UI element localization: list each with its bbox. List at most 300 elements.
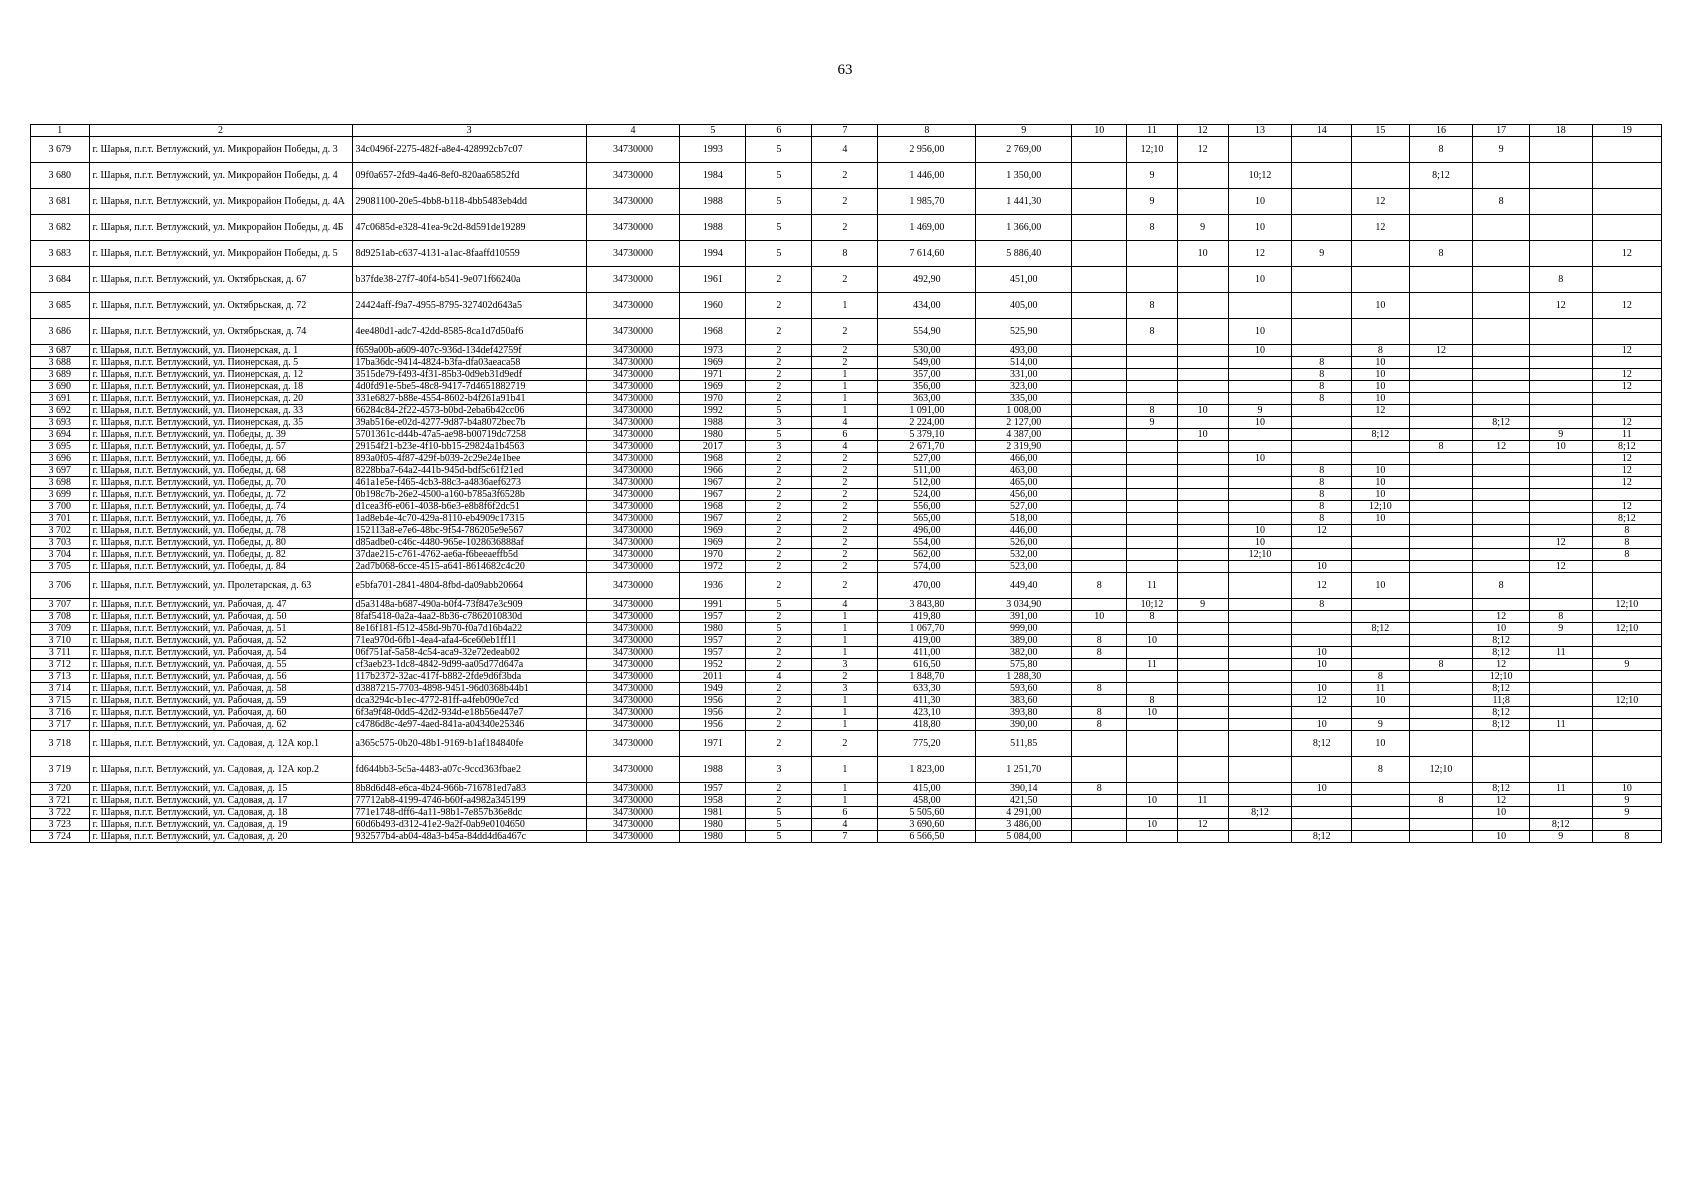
table-cell-col-11: 10;12: [1127, 599, 1177, 611]
table-cell-col-15: 10: [1352, 381, 1409, 393]
table-cell-col-4: 34730000: [586, 477, 680, 489]
table-cell-col-19: 12: [1592, 369, 1661, 381]
table-cell-col-16: [1409, 695, 1473, 707]
table-cell-col-10: [1072, 549, 1127, 561]
table-cell-col-6: 2: [746, 357, 812, 369]
table-cell-col-8: 1 848,70: [878, 671, 976, 683]
table-cell-col-16: 8: [1409, 241, 1473, 267]
table-cell-col-6: 2: [746, 501, 812, 513]
table-cell-col-13: [1228, 671, 1292, 683]
page-number: 63: [837, 62, 853, 78]
column-header-16: 16: [1409, 125, 1473, 137]
table-cell-col-12: [1177, 319, 1228, 345]
table-cell-col-19: 9: [1592, 807, 1661, 819]
table-cell-col-7: 2: [812, 501, 878, 513]
table-cell-col-17: [1473, 513, 1529, 525]
table-cell-col-19: 12: [1592, 241, 1661, 267]
table-row: [31, 683, 1662, 695]
table-cell-col-10: [1072, 561, 1127, 573]
table-cell-col-15: [1352, 795, 1409, 807]
table-cell-col-14: [1292, 671, 1352, 683]
table-cell-col-14: 8: [1292, 489, 1352, 501]
table-cell-col-11: 8: [1127, 293, 1177, 319]
table-cell-col-5: 1980: [680, 623, 746, 635]
table-cell-col-18: [1529, 513, 1592, 525]
table-cell-col-12: [1177, 501, 1228, 513]
table-cell-col-12: [1177, 683, 1228, 695]
table-cell-col-3: e5bfa701-2841-4804-8fbd-da09abb20664: [352, 573, 586, 599]
table-cell-col-16: [1409, 405, 1473, 417]
table-cell-col-7: 1: [812, 393, 878, 405]
table-cell-col-1: 3 679: [31, 137, 90, 163]
table-cell-col-11: 8: [1127, 611, 1177, 623]
table-cell-col-12: [1177, 671, 1228, 683]
table-cell-col-15: [1352, 635, 1409, 647]
table-cell-col-9: 999,00: [976, 623, 1072, 635]
table-cell-col-2: г. Шарья, п.г.т. Ветлужский, ул. Победы, д. 80: [89, 537, 352, 549]
table-cell-col-7: 2: [812, 537, 878, 549]
table-row: [31, 807, 1662, 819]
table-cell-col-11: [1127, 465, 1177, 477]
table-cell-col-1: 3 682: [31, 215, 90, 241]
table-cell-col-17: [1473, 267, 1529, 293]
table-cell-col-8: 418,80: [878, 719, 976, 731]
table-cell-col-16: [1409, 453, 1473, 465]
table-cell-col-19: [1592, 573, 1661, 599]
table-cell-col-16: 12;10: [1409, 757, 1473, 783]
table-cell-col-13: 10: [1228, 525, 1292, 537]
table-cell-col-15: [1352, 647, 1409, 659]
table-cell-col-11: 8: [1127, 405, 1177, 417]
table-cell-col-5: 1967: [680, 513, 746, 525]
table-cell-col-17: 12: [1473, 611, 1529, 623]
table-cell-col-15: [1352, 525, 1409, 537]
table-cell-col-14: [1292, 707, 1352, 719]
table-cell-col-1: 3 692: [31, 405, 90, 417]
table-cell-col-8: 775,20: [878, 731, 976, 757]
table-row: [31, 513, 1662, 525]
table-cell-col-7: 4: [812, 441, 878, 453]
table-cell-col-5: 1952: [680, 659, 746, 671]
table-cell-col-5: 1969: [680, 381, 746, 393]
table-cell-col-3: 09f0a657-2fd9-4a46-8ef0-820aa65852fd: [352, 163, 586, 189]
table-cell-col-1: 3 695: [31, 441, 90, 453]
table-cell-col-3: 8b8d6d48-e6ca-4b24-966b-716781ed7a83: [352, 783, 586, 795]
table-cell-col-10: [1072, 293, 1127, 319]
table-cell-col-16: [1409, 707, 1473, 719]
table-row: [31, 241, 1662, 267]
table-cell-col-8: 1 469,00: [878, 215, 976, 241]
table-cell-col-12: [1177, 831, 1228, 843]
table-cell-col-3: 29154f21-b23e-4f10-bb15-29824a1b4563: [352, 441, 586, 453]
table-cell-col-16: [1409, 215, 1473, 241]
table-row: [31, 719, 1662, 731]
table-cell-col-9: 456,00: [976, 489, 1072, 501]
table-cell-col-2: г. Шарья, п.г.т. Ветлужский, ул. Пионерская, д. 5: [89, 357, 352, 369]
table-cell-col-16: 8;12: [1409, 163, 1473, 189]
table-cell-col-11: [1127, 369, 1177, 381]
table-cell-col-1: 3 686: [31, 319, 90, 345]
table-cell-col-19: 12: [1592, 501, 1661, 513]
table-cell-col-6: 5: [746, 831, 812, 843]
table-cell-col-7: 1: [812, 757, 878, 783]
column-header-9: 9: [976, 125, 1072, 137]
table-cell-col-8: 524,00: [878, 489, 976, 501]
table-cell-col-11: [1127, 241, 1177, 267]
table-cell-col-3: 4d0fd91e-5be5-48c8-9417-7d4651882719: [352, 381, 586, 393]
table-cell-col-14: 10: [1292, 683, 1352, 695]
table-cell-col-18: 12: [1529, 561, 1592, 573]
table-cell-col-13: [1228, 831, 1292, 843]
table-cell-col-16: [1409, 465, 1473, 477]
table-row: [31, 525, 1662, 537]
table-cell-col-18: [1529, 501, 1592, 513]
table-cell-col-16: 12: [1409, 345, 1473, 357]
table-cell-col-18: [1529, 405, 1592, 417]
table-cell-col-10: [1072, 489, 1127, 501]
table-cell-col-18: 11: [1529, 647, 1592, 659]
table-cell-col-18: [1529, 319, 1592, 345]
table-cell-col-4: 34730000: [586, 267, 680, 293]
table-cell-col-5: 1972: [680, 561, 746, 573]
table-cell-col-3: 60d6b493-d312-41e2-9a2f-0ab9e0104650: [352, 819, 586, 831]
table-cell-col-5: 2011: [680, 671, 746, 683]
table-cell-col-17: 10: [1473, 623, 1529, 635]
table-cell-col-12: [1177, 417, 1228, 429]
table-cell-col-2: г. Шарья, п.г.т. Ветлужский, ул. Рабочая, д. 51: [89, 623, 352, 635]
table-cell-col-8: 527,00: [878, 453, 976, 465]
table-cell-col-8: 574,00: [878, 561, 976, 573]
table-cell-col-5: 1957: [680, 635, 746, 647]
table-cell-col-7: 2: [812, 477, 878, 489]
table-cell-col-13: [1228, 623, 1292, 635]
table-row: [31, 783, 1662, 795]
table-cell-col-13: [1228, 429, 1292, 441]
table-cell-col-19: [1592, 707, 1661, 719]
table-cell-col-1: 3 688: [31, 357, 90, 369]
table-cell-col-4: 34730000: [586, 405, 680, 417]
table-cell-col-16: [1409, 611, 1473, 623]
table-cell-col-12: [1177, 489, 1228, 501]
table-cell-col-2: г. Шарья, п.г.т. Ветлужский, ул. Пионерская, д. 1: [89, 345, 352, 357]
table-cell-col-5: 1968: [680, 501, 746, 513]
table-cell-col-15: 8: [1352, 671, 1409, 683]
table-cell-col-8: 419,00: [878, 635, 976, 647]
table-cell-col-10: [1072, 623, 1127, 635]
table-cell-col-5: 1980: [680, 831, 746, 843]
table-cell-col-18: [1529, 215, 1592, 241]
table-cell-col-18: [1529, 189, 1592, 215]
table-cell-col-8: 1 823,00: [878, 757, 976, 783]
table-cell-col-15: [1352, 561, 1409, 573]
table-cell-col-4: 34730000: [586, 561, 680, 573]
table-cell-col-4: 34730000: [586, 623, 680, 635]
table-cell-col-8: 511,00: [878, 465, 976, 477]
table-cell-col-12: [1177, 757, 1228, 783]
table-cell-col-6: 2: [746, 549, 812, 561]
table-cell-col-18: [1529, 695, 1592, 707]
table-cell-col-17: [1473, 599, 1529, 611]
table-cell-col-6: 5: [746, 163, 812, 189]
registry-table: [30, 124, 1662, 843]
table-row: [31, 611, 1662, 623]
table-cell-col-18: [1529, 465, 1592, 477]
table-cell-col-18: 10: [1529, 441, 1592, 453]
table-cell-col-7: 2: [812, 731, 878, 757]
table-cell-col-12: 12: [1177, 137, 1228, 163]
table-cell-col-12: [1177, 477, 1228, 489]
table-row: [31, 319, 1662, 345]
table-cell-col-15: 10: [1352, 477, 1409, 489]
table-cell-col-11: 8: [1127, 319, 1177, 345]
table-cell-col-14: [1292, 267, 1352, 293]
table-cell-col-18: [1529, 489, 1592, 501]
table-cell-col-14: 8: [1292, 501, 1352, 513]
table-cell-col-16: [1409, 549, 1473, 561]
table-cell-col-6: 2: [746, 707, 812, 719]
table-cell-col-10: [1072, 319, 1127, 345]
table-cell-col-3: d3887215-7703-4898-9451-96d0368b44b1: [352, 683, 586, 695]
table-cell-col-14: [1292, 189, 1352, 215]
table-cell-col-10: [1072, 537, 1127, 549]
table-cell-col-14: [1292, 293, 1352, 319]
table-cell-col-6: 3: [746, 417, 812, 429]
table-cell-col-7: 2: [812, 357, 878, 369]
table-cell-col-18: [1529, 707, 1592, 719]
table-cell-col-9: 4 291,00: [976, 807, 1072, 819]
table-cell-col-3: fd644bb3-5c5a-4483-a07c-9ccd363fbae2: [352, 757, 586, 783]
table-cell-col-9: 405,00: [976, 293, 1072, 319]
table-cell-col-3: 17ba36dc-9414-4824-b3fa-dfa03aeaca58: [352, 357, 586, 369]
table-cell-col-13: [1228, 137, 1292, 163]
table-cell-col-19: 12: [1592, 477, 1661, 489]
table-cell-col-6: 5: [746, 429, 812, 441]
table-cell-col-19: 8;12: [1592, 513, 1661, 525]
table-row: [31, 293, 1662, 319]
table-cell-col-17: [1473, 215, 1529, 241]
table-cell-col-12: [1177, 573, 1228, 599]
table-cell-col-5: 1957: [680, 783, 746, 795]
table-cell-col-9: 465,00: [976, 477, 1072, 489]
table-cell-col-10: 8: [1072, 647, 1127, 659]
table-cell-col-5: 1980: [680, 429, 746, 441]
table-cell-col-7: 6: [812, 429, 878, 441]
table-cell-col-2: г. Шарья, п.г.т. Ветлужский, ул. Победы, д. 84: [89, 561, 352, 573]
table-cell-col-1: 3 724: [31, 831, 90, 843]
table-cell-col-8: 616,50: [878, 659, 976, 671]
table-cell-col-17: [1473, 393, 1529, 405]
table-cell-col-8: 549,00: [878, 357, 976, 369]
table-cell-col-18: [1529, 525, 1592, 537]
table-cell-col-1: 3 704: [31, 549, 90, 561]
table-cell-col-3: f659a00b-a609-407c-936d-134def42759f: [352, 345, 586, 357]
table-cell-col-6: 2: [746, 293, 812, 319]
table-cell-col-9: 1 441,30: [976, 189, 1072, 215]
table-cell-col-5: 1967: [680, 477, 746, 489]
table-cell-col-2: г. Шарья, п.г.т. Ветлужский, ул. Победы, д. 76: [89, 513, 352, 525]
table-cell-col-9: 523,00: [976, 561, 1072, 573]
table-cell-col-9: 593,60: [976, 683, 1072, 695]
table-row: [31, 659, 1662, 671]
table-row: [31, 453, 1662, 465]
table-cell-col-5: 1966: [680, 465, 746, 477]
table-row: [31, 417, 1662, 429]
table-cell-col-18: [1529, 357, 1592, 369]
table-cell-col-7: 1: [812, 635, 878, 647]
column-header-7: 7: [812, 125, 878, 137]
table-cell-col-7: 3: [812, 683, 878, 695]
table-row: [31, 137, 1662, 163]
table-cell-col-6: 2: [746, 695, 812, 707]
table-cell-col-13: [1228, 477, 1292, 489]
column-header-5: 5: [680, 125, 746, 137]
table-cell-col-14: 8: [1292, 393, 1352, 405]
table-cell-col-6: 5: [746, 819, 812, 831]
table-cell-col-11: 8: [1127, 215, 1177, 241]
table-cell-col-2: г. Шарья, п.г.т. Ветлужский, ул. Победы, д. 39: [89, 429, 352, 441]
table-cell-col-12: [1177, 293, 1228, 319]
table-cell-col-5: 1969: [680, 357, 746, 369]
table-body: [31, 137, 1662, 843]
table-cell-col-19: 12;10: [1592, 623, 1661, 635]
table-cell-col-15: [1352, 659, 1409, 671]
column-header-15: 15: [1352, 125, 1409, 137]
table-cell-col-4: 34730000: [586, 319, 680, 345]
table-cell-col-17: 12: [1473, 795, 1529, 807]
table-cell-col-16: [1409, 647, 1473, 659]
table-cell-col-2: г. Шарья, п.г.т. Ветлужский, ул. Пионерская, д. 33: [89, 405, 352, 417]
table-cell-col-2: г. Шарья, п.г.т. Ветлужский, ул. Садовая, д. 12А кор.1: [89, 731, 352, 757]
table-cell-col-11: 9: [1127, 163, 1177, 189]
table-cell-col-6: 2: [746, 683, 812, 695]
table-cell-col-9: 3 486,00: [976, 819, 1072, 831]
table-cell-col-16: [1409, 561, 1473, 573]
table-cell-col-10: [1072, 405, 1127, 417]
table-cell-col-8: 470,00: [878, 573, 976, 599]
table-cell-col-16: [1409, 731, 1473, 757]
table-cell-col-4: 34730000: [586, 795, 680, 807]
table-cell-col-17: 11;8: [1473, 695, 1529, 707]
table-cell-col-3: c4786d8c-4e97-4aed-841a-a04340e25346: [352, 719, 586, 731]
table-cell-col-6: 2: [746, 537, 812, 549]
table-cell-col-4: 34730000: [586, 525, 680, 537]
table-cell-col-4: 34730000: [586, 671, 680, 683]
table-row: [31, 357, 1662, 369]
table-cell-col-2: г. Шарья, п.г.т. Ветлужский, ул. Пионерская, д. 35: [89, 417, 352, 429]
table-cell-col-12: [1177, 453, 1228, 465]
table-cell-col-8: 554,90: [878, 319, 976, 345]
table-cell-col-14: [1292, 549, 1352, 561]
table-row: [31, 477, 1662, 489]
table-cell-col-19: 8;12: [1592, 441, 1661, 453]
table-cell-col-14: 12: [1292, 695, 1352, 707]
column-header-10: 10: [1072, 125, 1127, 137]
table-cell-col-6: 2: [746, 489, 812, 501]
table-cell-col-12: [1177, 345, 1228, 357]
table-cell-col-2: г. Шарья, п.г.т. Ветлужский, ул. Рабочая, д. 50: [89, 611, 352, 623]
table-cell-col-15: [1352, 537, 1409, 549]
table-cell-col-7: 7: [812, 831, 878, 843]
table-cell-col-15: 11: [1352, 683, 1409, 695]
table-cell-col-11: [1127, 381, 1177, 393]
table-cell-col-18: [1529, 381, 1592, 393]
table-cell-col-14: [1292, 345, 1352, 357]
table-cell-col-18: 12: [1529, 293, 1592, 319]
table-cell-col-11: 9: [1127, 189, 1177, 215]
table-cell-col-1: 3 690: [31, 381, 90, 393]
table-cell-col-2: г. Шарья, п.г.т. Ветлужский, ул. Октябрьская, д. 67: [89, 267, 352, 293]
table-cell-col-9: 4 387,00: [976, 429, 1072, 441]
table-cell-col-12: [1177, 441, 1228, 453]
table-cell-col-9: 335,00: [976, 393, 1072, 405]
table-cell-col-4: 34730000: [586, 501, 680, 513]
table-cell-col-13: [1228, 819, 1292, 831]
table-cell-col-18: [1529, 453, 1592, 465]
table-row: [31, 441, 1662, 453]
table-cell-col-14: [1292, 319, 1352, 345]
table-cell-col-13: [1228, 369, 1292, 381]
table-cell-col-2: г. Шарья, п.г.т. Ветлужский, ул. Октябрьская, д. 74: [89, 319, 352, 345]
table-cell-col-16: [1409, 319, 1473, 345]
table-cell-col-7: 1: [812, 695, 878, 707]
table-cell-col-12: [1177, 635, 1228, 647]
table-cell-col-18: [1529, 417, 1592, 429]
table-cell-col-8: 5 505,60: [878, 807, 976, 819]
table-row: [31, 345, 1662, 357]
table-cell-col-6: 2: [746, 719, 812, 731]
table-cell-col-3: 771e1748-dff6-4a11-98b1-7e857b36e8dc: [352, 807, 586, 819]
table-cell-col-19: 12;10: [1592, 695, 1661, 707]
table-cell-col-9: 2 319,90: [976, 441, 1072, 453]
table-cell-col-3: 152113a8-e7e6-48bc-9f54-786205e9e567: [352, 525, 586, 537]
table-cell-col-19: [1592, 489, 1661, 501]
table-cell-col-1: 3 716: [31, 707, 90, 719]
table-cell-col-17: [1473, 241, 1529, 267]
table-cell-col-10: [1072, 513, 1127, 525]
table-cell-col-11: [1127, 357, 1177, 369]
table-cell-col-7: 2: [812, 319, 878, 345]
table-cell-col-17: 8;12: [1473, 635, 1529, 647]
table-cell-col-2: г. Шарья, п.г.т. Ветлужский, ул. Садовая, д. 15: [89, 783, 352, 795]
table-cell-col-13: 10: [1228, 319, 1292, 345]
table-cell-col-3: 4ee480d1-adc7-42dd-8585-8ca1d7d50af6: [352, 319, 586, 345]
table-cell-col-7: 2: [812, 465, 878, 477]
table-cell-col-7: 4: [812, 137, 878, 163]
table-cell-col-16: [1409, 599, 1473, 611]
table-cell-col-9: 514,00: [976, 357, 1072, 369]
table-cell-col-3: 39ab516e-e02d-4277-9d87-b4a8072bec7b: [352, 417, 586, 429]
table-cell-col-10: [1072, 477, 1127, 489]
table-row: [31, 393, 1662, 405]
table-cell-col-10: [1072, 501, 1127, 513]
table-cell-col-8: 556,00: [878, 501, 976, 513]
table-cell-col-5: 1984: [680, 163, 746, 189]
table-cell-col-2: г. Шарья, п.г.т. Ветлужский, ул. Микрорайон Победы, д. 4Б: [89, 215, 352, 241]
table-cell-col-6: 2: [746, 659, 812, 671]
table-cell-col-17: [1473, 465, 1529, 477]
table-cell-col-12: [1177, 783, 1228, 795]
table-cell-col-5: 1988: [680, 417, 746, 429]
table-cell-col-18: 8: [1529, 611, 1592, 623]
table-cell-col-13: [1228, 695, 1292, 707]
table-cell-col-3: 24424aff-f9a7-4955-8795-327402d643a5: [352, 293, 586, 319]
table-cell-col-10: [1072, 757, 1127, 783]
table-cell-col-16: [1409, 783, 1473, 795]
table-cell-col-5: 1988: [680, 757, 746, 783]
table-cell-col-16: 8: [1409, 795, 1473, 807]
table-cell-col-2: г. Шарья, п.г.т. Ветлужский, ул. Рабочая, д. 52: [89, 635, 352, 647]
table-cell-col-12: [1177, 807, 1228, 819]
